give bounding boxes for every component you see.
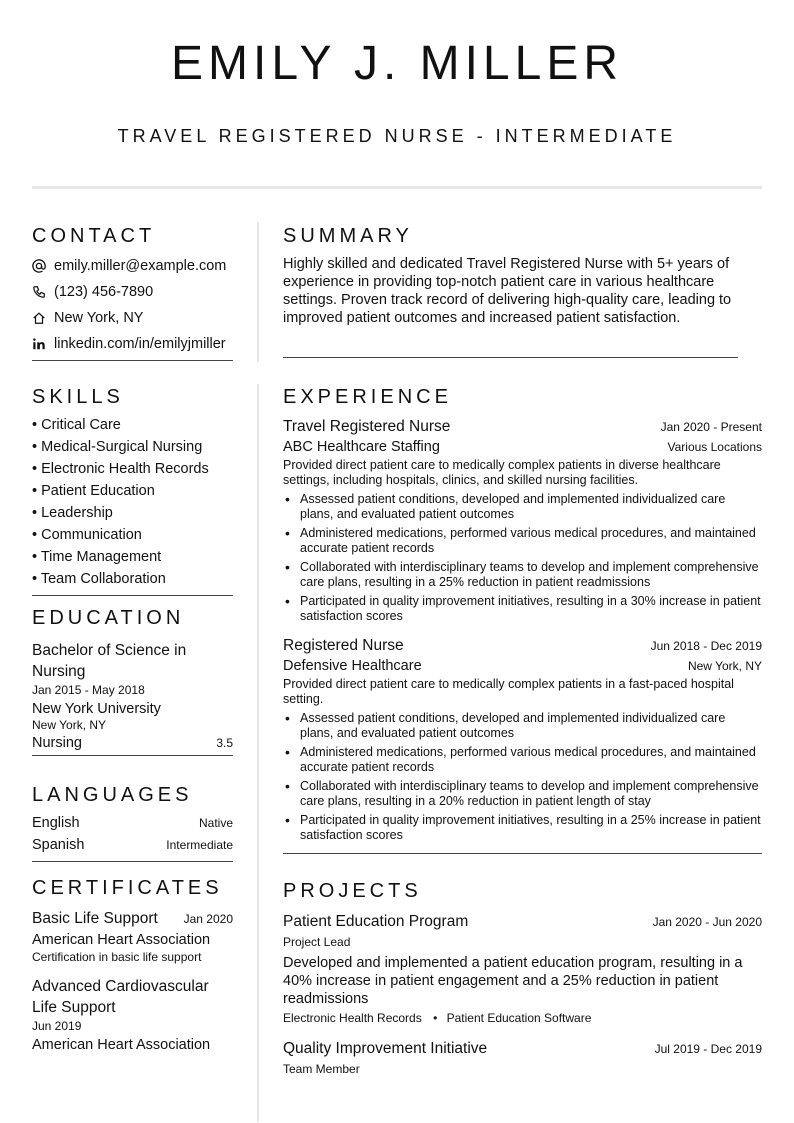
skill-item: • Communication <box>32 527 142 543</box>
contact-heading: CONTACT <box>32 225 156 247</box>
skill-item: • Team Collaboration <box>32 571 166 587</box>
header-divider <box>32 186 762 189</box>
phone-icon <box>32 285 46 299</box>
certificate-date: Jan 2020 <box>183 912 233 926</box>
job-dates: Jan 2020 - Present <box>660 420 762 434</box>
experience-section <box>283 386 762 854</box>
linkedin-icon <box>32 337 46 351</box>
language-row: Spanish Intermediate <box>32 837 233 853</box>
project-tool: Electronic Health Records <box>283 1011 422 1025</box>
contact-section <box>32 225 233 361</box>
job-title: Travel Registered Nurse <box>283 418 451 435</box>
project-dates: Jan 2020 - Jun 2020 <box>652 915 762 929</box>
certificate-date: Jun 2019 <box>32 1019 82 1033</box>
at-sign-icon <box>32 259 46 273</box>
home-icon <box>32 311 46 325</box>
summary-text: Highly skilled and dedicated Travel Registered Nurse with 5+ years of experience in providing top-notch patient care in various healthcare settings. Proven track record of delivering high-quality care, leading to improved patient outcomes and increased patient satisfaction. <box>283 256 732 326</box>
skills-divider <box>32 595 233 596</box>
education-heading: EDUCATION <box>32 607 185 629</box>
skills-heading: SKILLS <box>32 386 124 408</box>
skill-item: • Medical-Surgical Nursing <box>32 439 203 455</box>
skill-item: • Time Management <box>32 549 162 565</box>
job-bullet: • Assessed patient conditions, developed and implemented individualized care plans, and evaluated patient outcomes <box>283 492 762 522</box>
certificate-issuer: American Heart Association <box>32 932 211 948</box>
project-title: Patient Education Program <box>283 913 469 930</box>
contact-linkedin[interactable] <box>32 331 233 357</box>
projects-heading: PROJECTS <box>283 880 422 902</box>
education-divider <box>32 755 233 756</box>
job-bullet: • Collaborated with interdisciplinary teams to develop and implement comprehensive care plans, resulting in a 20% reduction in patient length of stay <box>283 779 762 809</box>
job-bullet: • Administered medications, performed various medical procedures, and maintained accurate patient records <box>283 745 762 775</box>
languages-heading: LANGUAGES <box>32 784 193 806</box>
job-description: Provided direct patient care to medically complex patients in a fast-paced hospital setting. <box>283 677 734 706</box>
job-location: Various Locations <box>667 440 762 454</box>
contact-phone[interactable] <box>32 279 233 305</box>
job-dates: Jun 2018 - Dec 2019 <box>650 639 762 653</box>
certificate-description: Certification in basic life support <box>32 950 202 964</box>
column-divider-top <box>257 222 259 362</box>
job-bullet: • Participated in quality improvement initiatives, resulting in a 30% increase in patient satisfaction scores <box>283 594 762 624</box>
project-role: Team Member <box>283 1062 360 1076</box>
job-bullet: • Administered medications, performed various medical procedures, and maintained accurate patient records <box>283 526 762 556</box>
certificate-name: Advanced Cardiovascular Life Support <box>32 978 209 1016</box>
project-entry <box>283 1040 762 1076</box>
job-bullet: • Participated in quality improvement initiatives, resulting in a 25% increase in patient satisfaction scores <box>283 813 762 843</box>
summary-divider <box>283 357 738 358</box>
school-name: New York University <box>32 701 161 717</box>
certificate-issuer: American Heart Association <box>32 1037 211 1053</box>
degree-name: Bachelor of Science in Nursing <box>32 642 187 680</box>
gpa: 3.5 <box>216 736 233 750</box>
contact-divider <box>32 360 233 361</box>
summary-heading: SUMMARY <box>283 225 413 247</box>
certificates-section <box>32 877 233 1053</box>
job-title: Registered Nurse <box>283 637 404 654</box>
projects-section <box>283 880 762 1076</box>
project-dates: Jul 2019 - Dec 2019 <box>654 1042 762 1056</box>
languages-section <box>32 784 233 862</box>
location-text: New York, NY <box>54 310 144 326</box>
column-divider-bottom <box>257 384 259 1122</box>
linkedin-text: linkedin.com/in/emilyjmiller <box>54 336 226 352</box>
skills-section <box>32 386 233 596</box>
project-role: Project Lead <box>283 935 351 949</box>
project-tool: Patient Education Software <box>446 1011 592 1025</box>
company-name: Defensive Healthcare <box>283 658 422 674</box>
experience-divider <box>283 853 762 854</box>
project-description: Developed and implemented a patient education program, resulting in a 40% increase in patient engagement and a 25% reduction in patient readmissions <box>283 955 743 1007</box>
job-bullet: • Collaborated with interdisciplinary teams to develop and implement comprehensive care plans, resulting in a 25% reduction in patient readmissions <box>283 560 762 590</box>
phone-text: (123) 456-7890 <box>54 284 154 300</box>
email-text: emily.miller@example.com <box>54 258 227 274</box>
languages-divider <box>32 861 233 862</box>
project-entry <box>283 913 762 1025</box>
field-of-study: Nursing <box>32 735 82 751</box>
project-tools: Electronic Health Records • Patient Education Software <box>283 1011 592 1025</box>
certificates-heading: CERTIFICATES <box>32 877 223 899</box>
job-entry <box>283 418 762 624</box>
skill-item: • Electronic Health Records <box>32 461 209 477</box>
job-entry <box>283 637 762 843</box>
job-location: New York, NY <box>687 659 762 673</box>
certificate-name: Basic Life Support <box>32 910 158 927</box>
skill-item: • Patient Education <box>32 483 155 499</box>
education-section <box>32 607 233 756</box>
school-location: New York, NY <box>32 718 107 732</box>
candidate-name: EMILY J. MILLER <box>170 37 623 90</box>
job-title: TRAVEL REGISTERED NURSE - INTERMEDIATE <box>117 126 677 146</box>
certificate-row <box>32 910 233 928</box>
experience-heading: EXPERIENCE <box>283 386 452 408</box>
company-name: ABC Healthcare Staffing <box>283 439 440 455</box>
skill-item: • Critical Care <box>32 417 121 433</box>
contact-location <box>32 305 233 331</box>
language-row: English Native <box>32 815 233 831</box>
job-description: Provided direct patient care to medically complex patients in diverse healthcare settings, including hospitals, clinics, and skilled nursing facilities. <box>283 458 721 487</box>
contact-email[interactable] <box>32 253 233 279</box>
job-bullet: • Assessed patient conditions, developed and implemented individualized care plans, and evaluated patient outcomes <box>283 711 762 741</box>
project-title: Quality Improvement Initiative <box>283 1040 488 1057</box>
education-dates: Jan 2015 - May 2018 <box>32 683 145 697</box>
skill-item: • Leadership <box>32 505 113 521</box>
summary-section <box>283 225 753 358</box>
